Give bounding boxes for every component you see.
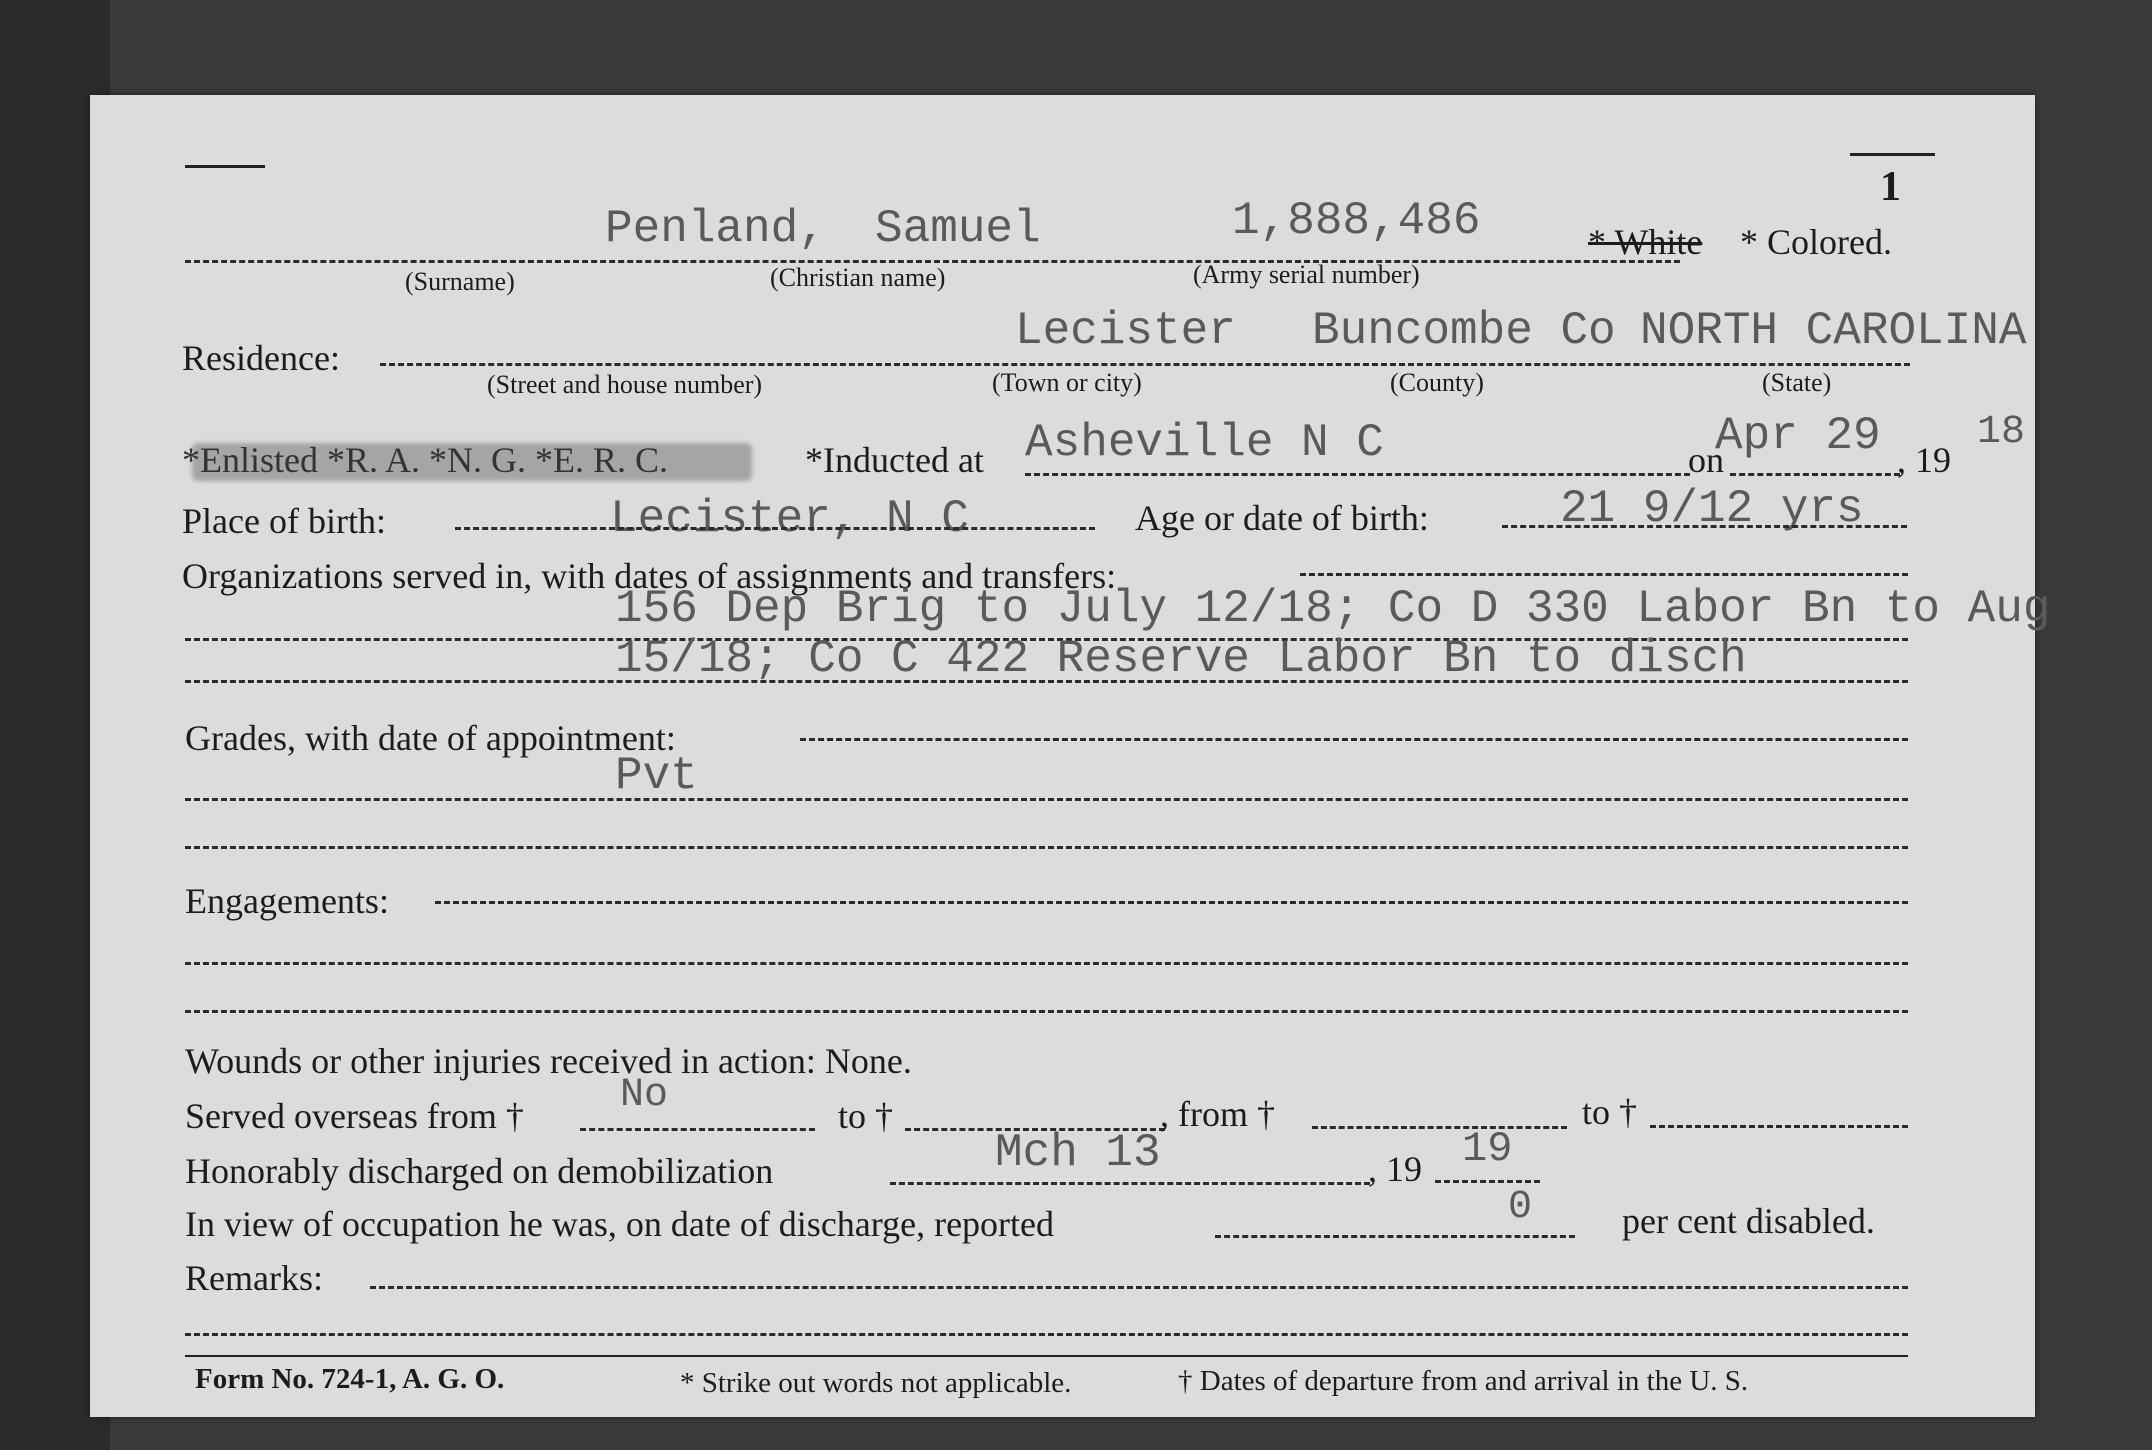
state-caption: (State)	[1762, 368, 1832, 397]
overseas-to2-label: to †	[1582, 1092, 1638, 1132]
enlisted-options: *Enlisted *R. A. *N. G. *E. R. C.	[182, 440, 669, 480]
inducted-place-line	[1025, 473, 1690, 476]
organizations-line-0	[1300, 573, 1908, 576]
organizations-value-line2: 15/18; Co C 422 Reserve Labor Bn to disch	[615, 633, 1747, 685]
engagements-line-1	[185, 962, 1908, 965]
overseas-to-label: to †	[838, 1096, 894, 1136]
overseas-value: No	[620, 1073, 669, 1118]
town-caption: (Town or city)	[992, 368, 1142, 397]
overseas-from2-label: , from †	[1160, 1094, 1275, 1134]
page-number: 1	[1880, 164, 1901, 210]
remarks-label: Remarks:	[185, 1258, 323, 1298]
grades-line-1	[185, 798, 1908, 801]
white-option: * White	[1588, 222, 1703, 262]
surname-caption: (Surname)	[405, 267, 515, 296]
inducted-date-line	[1730, 473, 1900, 476]
christian-name-value: Samuel	[875, 203, 1041, 255]
form-number: Form No. 724-1, A. G. O.	[195, 1363, 505, 1395]
service-record-card	[90, 95, 2051, 1417]
street-caption: (Street and house number)	[487, 370, 763, 399]
organizations-value-line1: 156 Dep Brig to July 12/18; Co D 330 Labor Bn to Aug	[615, 583, 2051, 635]
disability-suffix: per cent disabled.	[1622, 1201, 1875, 1241]
discharge-date-line	[890, 1182, 1370, 1185]
serial-number-caption: (Army serial number)	[1193, 260, 1420, 289]
age-label: Age or date of birth:	[1135, 498, 1429, 538]
colored-option: * Colored.	[1740, 222, 1892, 262]
engagements-line-0	[435, 901, 1908, 904]
inducted-date-value: Apr 29	[1715, 410, 1881, 462]
inducted-place-value: Asheville N C	[1025, 417, 1384, 469]
age-line	[1502, 525, 1907, 528]
disability-value: 0	[1508, 1185, 1533, 1230]
residence-state-value: NORTH CAROLINA	[1640, 305, 2027, 357]
residence-county-value: Buncombe Co	[1312, 305, 1616, 357]
christian-name-caption: (Christian name)	[770, 263, 946, 292]
county-caption: (County)	[1390, 368, 1484, 397]
birth-place-label: Place of birth:	[182, 501, 386, 541]
top-left-rule	[185, 165, 265, 168]
footer-rule	[185, 1355, 1908, 1357]
wounds-label: Wounds or other injuries received in action: None.	[185, 1041, 912, 1081]
overseas-to2-line	[1650, 1125, 1908, 1128]
overseas-from-line	[580, 1128, 815, 1131]
engagements-line-2	[185, 1010, 1908, 1013]
discharge-label: Honorably discharged on demobilization	[185, 1151, 774, 1191]
inducted-year-prefix: , 19	[1897, 440, 1951, 480]
inducted-label: *Inducted at	[805, 440, 984, 480]
remarks-line-1	[185, 1333, 1908, 1336]
age-value: 21 9/12 yrs	[1560, 483, 1864, 535]
discharge-year-prefix: , 19	[1368, 1149, 1422, 1189]
discharge-date-value: Mch 13	[995, 1127, 1161, 1179]
discharge-year-value: 19	[1462, 1125, 1513, 1173]
residence-line	[380, 363, 1910, 366]
top-right-rule	[1850, 153, 1935, 156]
residence-town-value: Lecister	[1015, 305, 1236, 357]
birth-place-line	[455, 527, 1095, 530]
organizations-label: Organizations served in, with dates of assignments and transfers:	[182, 556, 1117, 596]
serial-number-value: 1,888,486	[1232, 195, 1481, 247]
disability-line	[1215, 1235, 1575, 1238]
birth-place-value: Lecister, N C	[610, 493, 969, 545]
organizations-line-2	[185, 680, 1908, 683]
grades-value: Pvt	[615, 750, 698, 802]
disability-label: In view of occupation he was, on date of discharge, reported	[185, 1204, 1055, 1244]
overseas-label: Served overseas from †	[185, 1096, 524, 1136]
inducted-year-value: 18	[1977, 410, 2026, 455]
inducted-on-label: on	[1688, 440, 1724, 480]
residence-label: Residence:	[182, 338, 340, 378]
footer-note-strike: * Strike out words not applicable.	[680, 1367, 1072, 1399]
surname-value: Penland,	[605, 203, 826, 255]
footer-note-dates: † Dates of departure from and arrival in the U. S.	[1178, 1365, 1749, 1397]
grades-line-2	[185, 846, 1908, 849]
remarks-line-0	[370, 1286, 1908, 1289]
overseas-from2-line	[1312, 1126, 1567, 1129]
engagements-label: Engagements:	[185, 881, 389, 921]
grades-line-0	[800, 738, 1908, 741]
discharge-year-line	[1435, 1180, 1540, 1183]
grades-label: Grades, with date of appointment:	[185, 718, 676, 758]
